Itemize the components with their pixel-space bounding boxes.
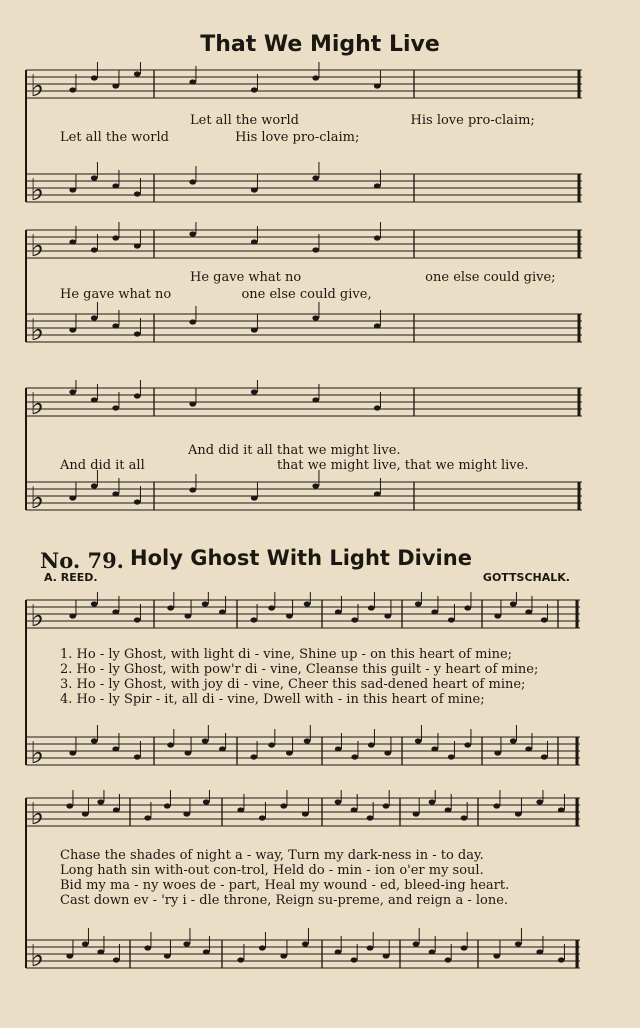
note-head	[82, 941, 89, 946]
note-head	[431, 609, 438, 614]
note-head	[112, 183, 119, 188]
note-head	[97, 949, 104, 954]
note-head	[189, 487, 196, 492]
note-head	[251, 187, 258, 192]
note-head	[167, 742, 174, 747]
note-head	[312, 315, 319, 320]
composer: GOTTSCHALK.	[482, 571, 570, 584]
clef-icon: ♭	[30, 797, 45, 832]
note-head	[189, 401, 196, 406]
note-head	[493, 953, 500, 958]
verse-line: 3. Ho - ly Ghost, with joy di - vine, Cheer this sad-dened heart of mine;	[60, 677, 526, 692]
note-head	[112, 609, 119, 614]
note-head	[112, 235, 119, 240]
note-head	[112, 323, 119, 328]
staff	[26, 725, 580, 771]
note-head	[493, 803, 500, 808]
note-head	[558, 807, 565, 812]
note-head	[312, 483, 319, 488]
note-head	[251, 389, 258, 394]
note-head	[144, 945, 151, 950]
clef-icon: ♭	[30, 599, 45, 634]
note-head	[429, 799, 436, 804]
note-head	[251, 239, 258, 244]
clef-icon: ♭	[30, 939, 45, 974]
note-head	[335, 609, 342, 614]
note-head	[69, 750, 76, 755]
song-title: Holy Ghost With Light Divine	[130, 546, 472, 570]
note-head	[312, 175, 319, 180]
note-head	[494, 613, 501, 618]
note-head	[304, 738, 311, 743]
note-head	[384, 750, 391, 755]
note-head	[91, 601, 98, 606]
lyric-line-lower: Let all the world His love pro-claim;	[60, 130, 360, 145]
note-head	[219, 746, 226, 751]
note-head	[461, 945, 468, 950]
note-head	[448, 617, 455, 622]
note-head	[280, 953, 287, 958]
note-head	[286, 750, 293, 755]
note-head	[251, 495, 258, 500]
verse-line: 4. Ho - ly Spir - it, all di - vine, Dwell with - in this heart of mine;	[60, 692, 485, 707]
note-head	[66, 803, 73, 808]
note-head	[250, 617, 257, 622]
hymn-number: No. 79.	[40, 548, 124, 573]
note-head	[413, 811, 420, 816]
note-head	[250, 754, 257, 759]
note-head	[134, 331, 141, 336]
note-head	[113, 807, 120, 812]
note-head	[66, 953, 73, 958]
note-head	[312, 247, 319, 252]
note-head	[312, 397, 319, 402]
note-head	[374, 323, 381, 328]
note-head	[69, 87, 76, 92]
note-head	[302, 811, 309, 816]
note-head	[368, 742, 375, 747]
note-head	[189, 319, 196, 324]
note-head	[367, 815, 374, 820]
note-head	[335, 746, 342, 751]
note-head	[91, 483, 98, 488]
staff	[26, 380, 582, 422]
note-head	[351, 807, 358, 812]
note-head	[536, 799, 543, 804]
note-head	[113, 957, 120, 962]
note-head	[69, 327, 76, 332]
note-head	[189, 179, 196, 184]
note-head	[335, 799, 342, 804]
staff	[26, 302, 582, 348]
verse-line: Cast down ev - 'ry i - dle throne, Reign su-preme, and reign a - lone.	[60, 893, 509, 908]
note-head	[203, 949, 210, 954]
lyric-line-lower: And did it all that we might live, that we might live.	[60, 458, 529, 473]
note-head	[189, 231, 196, 236]
note-head	[91, 738, 98, 743]
note-head	[112, 746, 119, 751]
note-head	[219, 609, 226, 614]
note-head	[203, 799, 210, 804]
note-head	[464, 742, 471, 747]
note-head	[144, 815, 151, 820]
note-head	[510, 601, 517, 606]
note-head	[448, 754, 455, 759]
note-head	[189, 79, 196, 84]
note-head	[134, 617, 141, 622]
note-head	[268, 605, 275, 610]
note-head	[461, 815, 468, 820]
note-head	[251, 87, 258, 92]
note-head	[383, 953, 390, 958]
note-head	[431, 746, 438, 751]
note-head	[202, 601, 209, 606]
note-head	[374, 491, 381, 496]
note-head	[302, 941, 309, 946]
note-head	[312, 75, 319, 80]
note-head	[525, 609, 532, 614]
note-head	[183, 811, 190, 816]
note-head	[259, 945, 266, 950]
note-head	[69, 495, 76, 500]
staff	[26, 470, 582, 516]
note-head	[374, 183, 381, 188]
note-head	[164, 803, 171, 808]
note-head	[91, 247, 98, 252]
note-head	[69, 239, 76, 244]
note-head	[525, 746, 532, 751]
clef-icon: ♭	[30, 387, 45, 422]
verse-line: Long hath sin with-out con-trol, Held do - min - ion o'er my soul.	[60, 863, 484, 878]
note-head	[237, 957, 244, 962]
staff	[26, 162, 582, 208]
note-head	[134, 71, 141, 76]
note-head	[167, 605, 174, 610]
clef-icon: ♭	[30, 173, 45, 208]
note-head	[415, 738, 422, 743]
note-head	[335, 949, 342, 954]
note-head	[304, 601, 311, 606]
author: A. REED.	[44, 571, 98, 584]
lyric-line-upper: Let all the world His love pro-claim;	[190, 113, 535, 128]
clef-icon: ♭	[30, 736, 45, 771]
note-head	[351, 957, 358, 962]
note-head	[69, 187, 76, 192]
clef-icon: ♭	[30, 229, 45, 264]
note-head	[510, 738, 517, 743]
note-head	[91, 75, 98, 80]
staff	[26, 928, 580, 974]
clef-icon: ♭	[30, 481, 45, 516]
clef-icon: ♭	[30, 313, 45, 348]
verse-line: 2. Ho - ly Ghost, with pow'r di - vine, Cleanse this guilt - y heart of mine;	[60, 662, 539, 677]
note-head	[82, 811, 89, 816]
song-title: That We Might Live	[200, 32, 440, 57]
note-head	[374, 235, 381, 240]
note-head	[69, 613, 76, 618]
note-head	[112, 83, 119, 88]
clef-icon: ♭	[30, 69, 45, 104]
note-head	[536, 949, 543, 954]
note-head	[515, 941, 522, 946]
note-head	[286, 613, 293, 618]
note-head	[97, 799, 104, 804]
verse-line: Bid my ma - ny woes de - part, Heal my wound - ed, bleed-ing heart.	[60, 878, 510, 893]
note-head	[541, 617, 548, 622]
note-head	[413, 941, 420, 946]
note-head	[515, 811, 522, 816]
note-head	[384, 613, 391, 618]
note-head	[268, 742, 275, 747]
note-head	[415, 601, 422, 606]
note-head	[91, 397, 98, 402]
lyric-line-upper: He gave what no one else could give;	[190, 270, 556, 285]
note-head	[383, 803, 390, 808]
verse-line: Chase the shades of night a - way, Turn my dark-ness in - to day.	[60, 848, 484, 863]
note-head	[183, 941, 190, 946]
note-head	[259, 815, 266, 820]
note-head	[184, 613, 191, 618]
note-head	[280, 803, 287, 808]
note-head	[202, 738, 209, 743]
note-head	[367, 945, 374, 950]
note-head	[237, 807, 244, 812]
note-head	[134, 754, 141, 759]
note-head	[351, 617, 358, 622]
note-head	[464, 605, 471, 610]
note-head	[374, 83, 381, 88]
note-head	[134, 191, 141, 196]
verse-line: 1. Ho - ly Ghost, with light di - vine, Shine up - on this heart of mine;	[60, 647, 513, 662]
note-head	[134, 243, 141, 248]
note-head	[429, 949, 436, 954]
note-head	[112, 405, 119, 410]
note-head	[91, 175, 98, 180]
staff	[26, 222, 582, 264]
note-head	[112, 491, 119, 496]
lyric-line-upper: And did it all that we might live.	[188, 443, 401, 458]
note-head	[368, 605, 375, 610]
note-head	[91, 315, 98, 320]
note-head	[445, 807, 452, 812]
note-head	[134, 499, 141, 504]
note-head	[164, 953, 171, 958]
staff	[26, 62, 582, 104]
note-head	[541, 754, 548, 759]
note-head	[445, 957, 452, 962]
note-head	[374, 405, 381, 410]
note-head	[69, 389, 76, 394]
staff	[26, 790, 580, 832]
note-head	[558, 957, 565, 962]
note-head	[494, 750, 501, 755]
staff	[26, 592, 580, 634]
lyric-line-lower: He gave what no one else could give,	[60, 287, 372, 302]
note-head	[184, 750, 191, 755]
note-head	[351, 754, 358, 759]
note-head	[134, 393, 141, 398]
note-head	[251, 327, 258, 332]
